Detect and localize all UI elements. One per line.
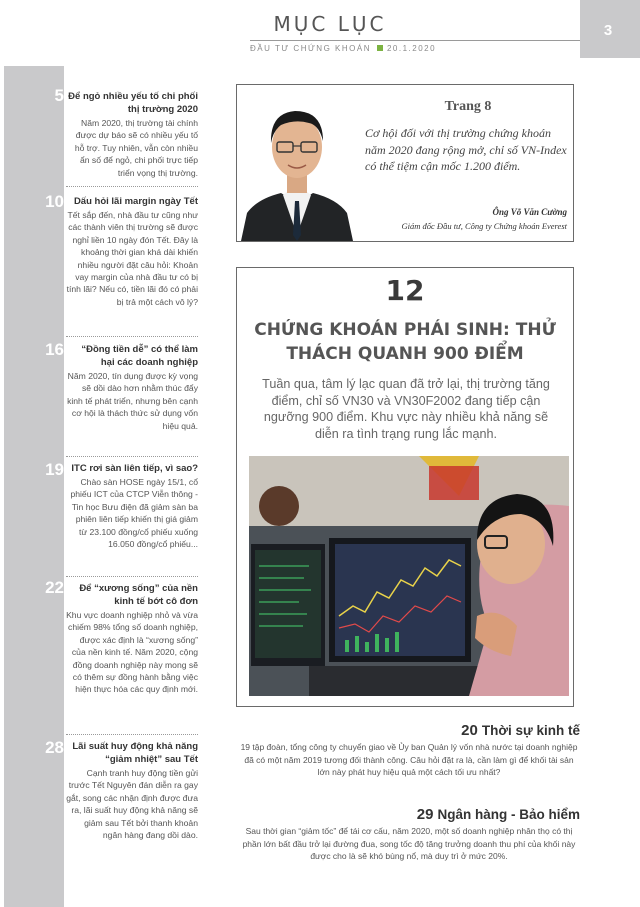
- toc-entry-title: “Đồng tiền dễ” có thể làm hại các doanh nghiệp: [81, 344, 198, 368]
- section-title: MỤC LỤC: [273, 12, 387, 36]
- green-square-icon: [377, 45, 383, 51]
- toc-entry-summary: Năm 2020, thị trường tài chính được dự báo sẽ có nhiều yếu tố hỗ trợ. Tuy nhiên, vẫn còn nhiều ẩn số để ngỏ, chi phối trực tiếp triển vọng thị trường.: [74, 118, 198, 178]
- toc-entry-summary: Chào sàn HOSE ngày 15/1, cổ phiếu ICT của CTCP Viễn thông - Tin học Bưu điện đã giảm sàn ba phiên liên tiếp khiến thị giá giảm từ 23.100 đồng/cổ phiếu xuống 16.050 đồng/cổ phiếu...: [70, 477, 198, 550]
- toc-divider: [66, 456, 198, 457]
- toc-page-number: 5: [54, 86, 64, 105]
- toc-entry-summary: Khu vực doanh nghiệp nhỏ và vừa chiếm 98% tổng số doanh nghiệp, được xác định là “xương sống” của nền kinh tế. Năm 2020, cộng đồng doanh nghiệp này mong sẽ có thêm sự đồng hành bằng việc hiện thực hóa các quy định mới.: [66, 610, 198, 695]
- page-number-tab: [580, 0, 640, 58]
- toc-entry-title: Dấu hỏi lãi margin ngày Tết: [73, 196, 198, 207]
- toc-page-number: 10: [45, 192, 64, 211]
- interview-quote: Cơ hội đối với thị trường chứng khoán năm 2020 đang rộng mở, chỉ số VN-Index có thể tiệm cận mốc 1.200 điểm.: [365, 126, 567, 173]
- interview-page-label: Trang 8: [444, 99, 492, 114]
- page-number: 3: [603, 22, 613, 39]
- feature-summary: Tuần qua, tâm lý lạc quan đã trở lại, thị trường tăng điểm, chỉ số VN30 và VN30F2002 đang tiếp cận ngưỡng 900 điểm. Khu vực này nhiều khả năng sẽ diễn ra tình trạng rung lắc mạnh.: [262, 377, 550, 441]
- toc-article[interactable]: [238, 806, 580, 863]
- issue-date: 20.1.2020: [386, 44, 437, 53]
- toc-divider: [66, 734, 198, 735]
- toc-entry-summary: Cạnh tranh huy động tiền gửi trước Tết Nguyên đán diễn ra gay gắt, song các nhận định được đưa ra, lãi suất huy động khả năng sẽ giảm sau Tết bởi thanh khoản ngân hàng đang dồi dào.: [66, 768, 198, 841]
- author-role: Giám đốc Đầu tư, Công ty Chứng khoán Everest: [401, 221, 567, 231]
- toc-entry[interactable]: [66, 90, 198, 179]
- toc-page-column: [4, 66, 64, 907]
- toc-entry-title: Để ngỏ nhiều yếu tố chi phối thị trường 2020: [68, 91, 198, 115]
- page-header: [0, 0, 640, 64]
- toc-divider: [66, 336, 198, 337]
- author-portrait: [237, 85, 357, 241]
- toc-entry[interactable]: [66, 462, 198, 550]
- toc-entry-title: ITC rơi sàn liên tiếp, vì sao?: [71, 463, 198, 474]
- toc-entry-summary: Năm 2020, tín dụng được kỳ vọng sẽ dồi dào hơn nhằm thúc đẩy kinh tế phát triển, nhưng bên cạnh cơ hội là thách thức sử dụng vốn hiệu quả.: [67, 371, 198, 431]
- toc-entry-title: Lãi suất huy động khả năng “giảm nhiệt” sau Tết: [72, 741, 198, 765]
- toc-page-number: 28: [45, 738, 64, 757]
- feature-headline: CHỨNG KHOÁN PHÁI SINH: THỬ THÁCH QUANH 900 ĐIỂM: [254, 320, 556, 364]
- toc-divider: [66, 186, 198, 187]
- header-divider: [250, 40, 580, 41]
- toc-entry-title: Để “xương sống” của nền kinh tế bớt cô đơn: [79, 583, 198, 607]
- toc-page-number: 16: [45, 340, 64, 359]
- feature-article[interactable]: [236, 267, 574, 707]
- article-page-number: 20: [461, 722, 478, 739]
- toc-page-number: 19: [45, 460, 64, 479]
- article-page-number: 29: [416, 806, 434, 823]
- publication-line: [250, 44, 436, 53]
- article-heading: [238, 806, 580, 823]
- toc-page-number: 22: [45, 578, 64, 597]
- feature-page-number: 12: [385, 274, 425, 307]
- toc-entry[interactable]: [66, 740, 198, 841]
- toc-entry-summary: Tết sắp đến, nhà đầu tư cũng như các thành viên thị trường sẽ được nghỉ liền 10 ngày đón Tết. Đây là khoảng thời gian khá dài khiến nhiều người đặt câu hỏi: Khoản vay margin của nhà đầu tư có bị tính lãi? Nếu có, tiền lãi đó có phải bị trả một cách vô lý?: [66, 210, 198, 307]
- article-summary: 19 tập đoàn, tổng công ty chuyển giao về Ủy ban Quản lý vốn nhà nước tại doanh nghiệp đã có một năm 2019 tương đối thành công. Câu hỏi đặt ra là, cần làm gì để khối tài sản lớn này phát huy hiệu quả một cách tối ưu nhất?: [240, 742, 578, 777]
- article-summary: Sau thời gian “giảm tốc” để tái cơ cấu, năm 2020, một số doanh nghiệp nhân thọ có thị phần lớn bất đầu trở lại đường đua, song tốc độ tăng trưởng doanh thu phí của khối này được cho là sẽ khó bùng nổ, mà duy trì ở mức 20%.: [242, 826, 576, 861]
- publication-name: ĐẦU TƯ CHỨNG KHOÁN: [250, 44, 371, 53]
- toc-article[interactable]: [238, 722, 580, 779]
- toc-entry[interactable]: [66, 195, 198, 308]
- trader-photo: [249, 456, 569, 696]
- article-title: Thời sự kinh tế: [481, 723, 580, 738]
- article-title: Ngân hàng - Bảo hiểm: [437, 807, 580, 822]
- article-heading: [238, 722, 580, 739]
- interview-box[interactable]: [236, 84, 574, 242]
- author-name: Ông Võ Văn Cường: [492, 207, 567, 217]
- toc-entry[interactable]: [66, 343, 198, 432]
- toc-entry[interactable]: [66, 582, 198, 696]
- toc-divider: [66, 576, 198, 577]
